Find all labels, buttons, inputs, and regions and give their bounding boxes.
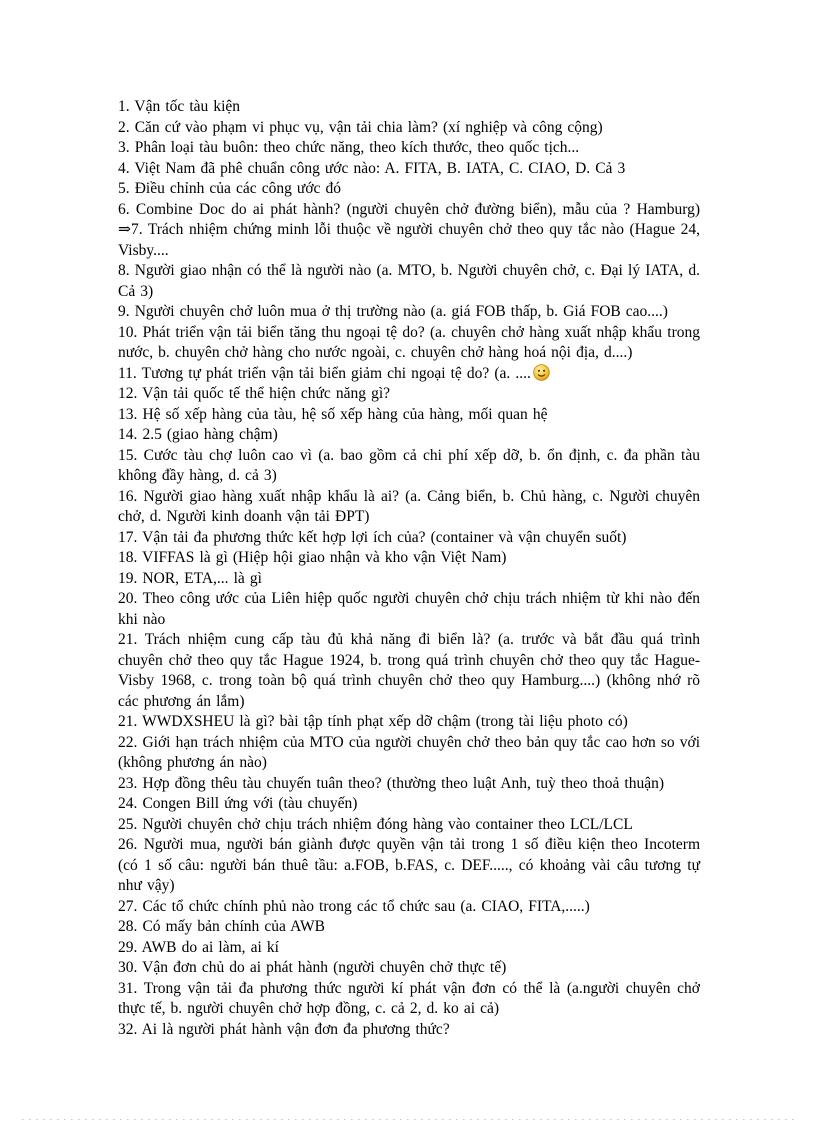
question-item (118, 118, 700, 139)
question-text: 22. Giới hạn trách nhiệm của MTO của người chuyên chở theo bản quy tắc cao hơn so với (không phương án nào) (118, 733, 700, 771)
question-item (118, 1020, 700, 1041)
question-text: 15. Cước tàu chợ luôn cao vì (a. bao gồm cả chi phí xếp dỡ, b. ổn định, c. đa phần tàu không đầy hàng, d. cả 3) (118, 446, 700, 484)
question-item (118, 979, 700, 1020)
question-text: 16. Người giao hàng xuất nhập khẩu là ai? (a. Cảng biển, b. Chủ hàng, c. Người chuyên chở, d. Người kinh doanh vận tải ĐPT) (118, 487, 700, 525)
question-item (118, 405, 700, 426)
question-text: 30. Vận đơn chủ do ai phát hành (người chuyên chở thực tế) (118, 959, 507, 976)
question-text: 12. Vận tải quốc tế thể hiện chức năng gì? (118, 385, 390, 402)
question-text: 21. WWDXSHEU là gì? bài tập tính phạt xếp dỡ chậm (trong tài liệu photo có) (118, 713, 628, 730)
question-item (118, 200, 700, 262)
question-item (118, 815, 700, 836)
question-text: 4. Việt Nam đã phê chuẩn công ước nào: A. FITA, B. IATA, C. CIAO, D. Cả 3 (118, 159, 626, 177)
question-text: 20. Theo công ước của Liên hiệp quốc người chuyên chở chịu trách nhiệm từ khi nào đến khi nào (118, 590, 700, 628)
question-text: 6. Combine Doc do ai phát hành? (người chuyên chở đường biển), mẫu của ? Hamburg) ⇒7. Trách nhiệm chứng minh lỗi thuộc về người chuyên chở theo quy tắc nào (Hague 24, Visby.... (118, 200, 700, 259)
question-text: 21. Trách nhiệm cung cấp tàu đủ khả năng đi biển là? (a. trước và bắt đầu quá trình chuyên chở theo quy tắc Hague 1924, b. trong quá trình chuyên chở theo quy tắc Hague-Visby 1968, c. trong toàn bộ quá trình chuyên chở theo quy Hamburg....) (không nhớ rõ các phương án lắm) (118, 631, 700, 710)
question-item (118, 425, 700, 446)
question-text: 25. Người chuyên chở chịu trách nhiệm đóng hàng vào container theo LCL/LCL (118, 815, 633, 833)
question-item (118, 589, 700, 630)
question-item (118, 528, 700, 549)
question-list (118, 97, 700, 1040)
question-text: 23. Hợp đồng thêu tàu chuyến tuân theo? (thường theo luật Anh, tuỳ theo thoả thuận) (118, 774, 665, 792)
question-text: 31. Trong vận tải đa phương thức người kí phát vận đơn có thể là (a.người chuyên chở thực tế, b. người chuyên chở hợp đồng, c. cả 2, d. ko ai cả) (118, 979, 700, 1017)
question-item (118, 733, 700, 774)
page-break-divider (22, 1118, 794, 1120)
question-text: 27. Các tổ chức chính phủ nào trong các tổ chức sau (a. CIAO, FITA,.....) (118, 897, 590, 915)
question-text: 3. Phân loại tàu buôn: theo chức năng, theo kích thước, theo quốc tịch... (118, 139, 580, 156)
question-item (118, 958, 700, 979)
question-text: 2. Căn cứ vào phạm vi phục vụ, vận tải chia làm? (xí nghiệp và công cộng) (118, 118, 603, 136)
question-item (118, 364, 700, 385)
question-item (118, 548, 700, 569)
question-item (118, 384, 700, 405)
question-text: 32. Ai là người phát hành vận đơn đa phương thức? (118, 1020, 450, 1038)
smiley-emoji (533, 364, 550, 381)
question-item (118, 630, 700, 712)
question-item (118, 138, 700, 159)
question-item (118, 774, 700, 795)
question-text: 17. Vận tải đa phương thức kết hợp lợi ích của? (container và vận chuyển suốt) (118, 528, 627, 546)
question-item (118, 794, 700, 815)
question-item (118, 835, 700, 897)
question-text: 19. NOR, ETA,... là gì (118, 569, 262, 587)
question-text: 5. Điều chỉnh của các công ước đó (118, 180, 341, 197)
question-item (118, 487, 700, 528)
question-text: 10. Phát triển vận tải biển tăng thu ngoại tệ do? (a. chuyên chở hàng xuất nhập khẩu trong nước, b. chuyên chở hàng cho nước ngoài, c. chuyên chở hàng hoá nội địa, d....) (118, 323, 700, 361)
question-text: 1. Vận tốc tàu kiện (118, 98, 241, 115)
question-item (118, 446, 700, 487)
question-text: 13. Hệ số xếp hàng của tàu, hệ số xếp hàng của hàng, mối quan hệ (118, 405, 548, 423)
question-text: 29. AWB do ai làm, ai kí (118, 938, 279, 956)
question-item (118, 917, 700, 938)
question-item (118, 323, 700, 364)
question-item (118, 97, 700, 118)
question-item (118, 938, 700, 959)
question-text: 26. Người mua, người bán giành được quyền vận tải trong 1 số điều kiện theo Incoterm (có 1 số câu: người bán thuê tầu: a.FOB, b.FAS, c. DEF....., có khoảng vài câu tương tự như vậy) (118, 836, 700, 894)
question-item (118, 302, 700, 323)
question-item (118, 712, 700, 733)
question-item (118, 897, 700, 918)
question-text: 18. VIFFAS là gì (Hiệp hội giao nhận và kho vận Việt Nam) (118, 549, 507, 566)
question-item (118, 179, 700, 200)
question-text: 24. Congen Bill ứng với (tàu chuyến) (118, 795, 358, 812)
question-text: 9. Người chuyên chở luôn mua ở thị trường nào (a. giá FOB thấp, b. Giá FOB cao....) (118, 303, 668, 320)
question-item (118, 261, 700, 302)
question-text: 14. 2.5 (giao hàng chậm) (118, 426, 278, 443)
question-text: 11. Tương tự phát triển vận tải biển giảm chi ngoại tệ do? (a. .... (118, 364, 531, 382)
question-text: 28. Có mấy bản chính của AWB (118, 918, 325, 935)
question-text: 8. Người giao nhận có thể là người nào (a. MTO, b. Người chuyên chở, c. Đại lý IATA, d. Cả 3) (118, 262, 700, 300)
question-item (118, 159, 700, 180)
question-item (118, 569, 700, 590)
